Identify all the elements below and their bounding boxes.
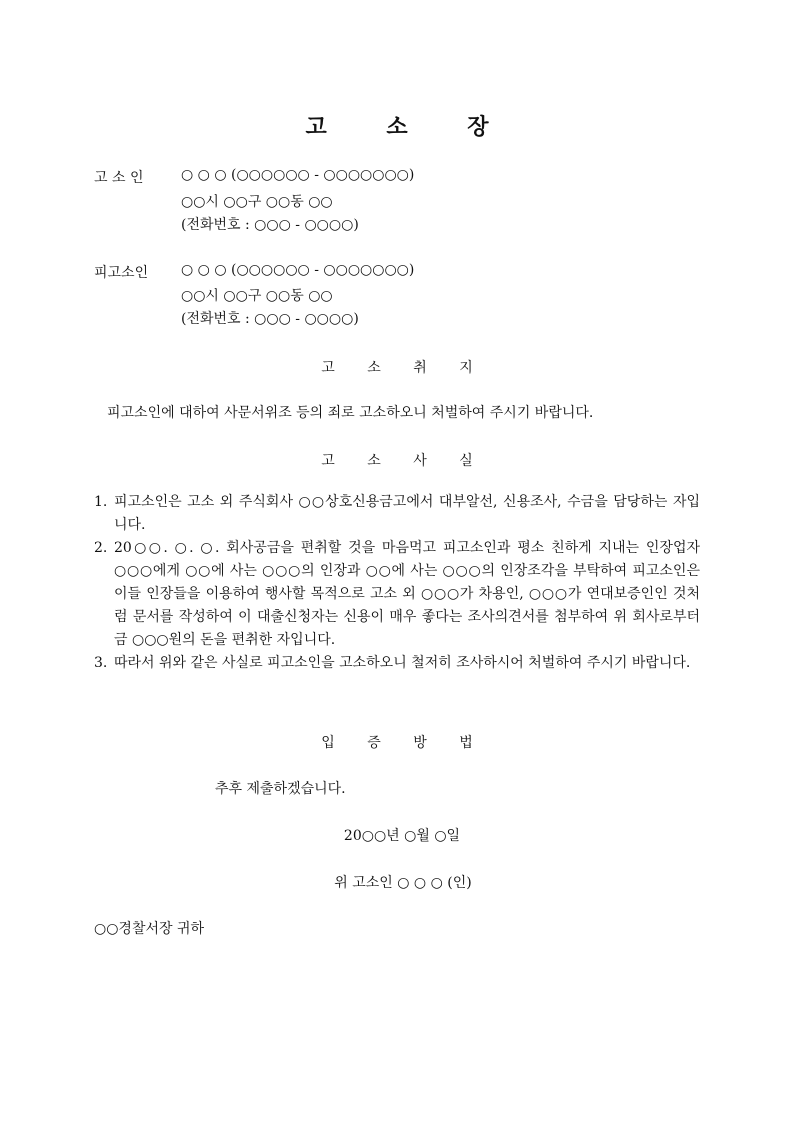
- complainant-phone-line: (전화번호 : ○○○ - ○○○○): [181, 217, 359, 233]
- fact-number: 2.: [94, 540, 108, 556]
- facts-heading: 고 소 사 실: [321, 453, 487, 469]
- fact-text: 피고소인은 고소 외 주식회사 ○○상호신용금고에서 대부알선, 신용조사, 수금을 담당하는 자입니다.: [114, 494, 700, 533]
- fact-number: 1.: [94, 494, 108, 510]
- complainant-label: 고 소 인: [94, 170, 144, 186]
- fact-text: 20○○. ○. ○. 회사공금을 편취할 것을 마음먹고 피고소인과 평소 친하게 지내는 인장업자 ○○○에게 ○○에 사는 ○○○의 인장과 ○○에 사는 ○○○의 인장조각을 부탁하여 피고소인은 이들 인장들을 이용하여 행사할 목적으로 고소 외 ○○○가 차용인, ○○○가 연대보증인인 것처럼 문서를 작성하여 이 대출신청자는 신용이 매우 좋다는 조사의견서를 첨부하여 위 회사로부터 금 ○○○원의 돈을 편취한 자입니다.: [114, 540, 700, 648]
- fact-item: [94, 491, 700, 537]
- defendant-phone-line: (전화번호 : ○○○ - ○○○○): [181, 311, 359, 327]
- evidence-text: 추후 제출하겠습니다.: [215, 781, 346, 797]
- complainant-name-line: ○ ○ ○ (○○○○○○ - ○○○○○○○): [181, 167, 415, 183]
- defendant-address-line: ○○시 ○○구 ○○동 ○○: [181, 288, 333, 304]
- signature-line: 위 고소인 ○ ○ ○ (인): [334, 875, 472, 891]
- filing-date: 20○○년 ○월 ○일: [343, 828, 461, 844]
- facts-list: [94, 491, 700, 675]
- defendant-name-line: ○ ○ ○ (○○○○○○ - ○○○○○○○): [181, 262, 415, 278]
- defendant-label: 피고소인: [94, 265, 149, 281]
- evidence-heading: 입 증 방 법: [321, 735, 487, 751]
- purpose-text: 피고소인에 대하여 사문서위조 등의 죄로 고소하오니 처벌하여 주시기 바랍니다.: [107, 405, 594, 421]
- addressee: ○○경찰서장 귀하: [94, 921, 205, 937]
- document-title: 고 소 장: [305, 114, 515, 140]
- complainant-address-line: ○○시 ○○구 ○○동 ○○: [181, 194, 333, 210]
- fact-item: [94, 652, 700, 675]
- fact-item: [94, 537, 700, 652]
- fact-text: 따라서 위와 같은 사실로 피고소인을 고소하오니 철저히 조사하시어 처벌하여 주시기 바랍니다.: [114, 655, 691, 671]
- fact-number: 3.: [94, 655, 108, 671]
- purpose-heading: 고 소 취 지: [321, 360, 487, 376]
